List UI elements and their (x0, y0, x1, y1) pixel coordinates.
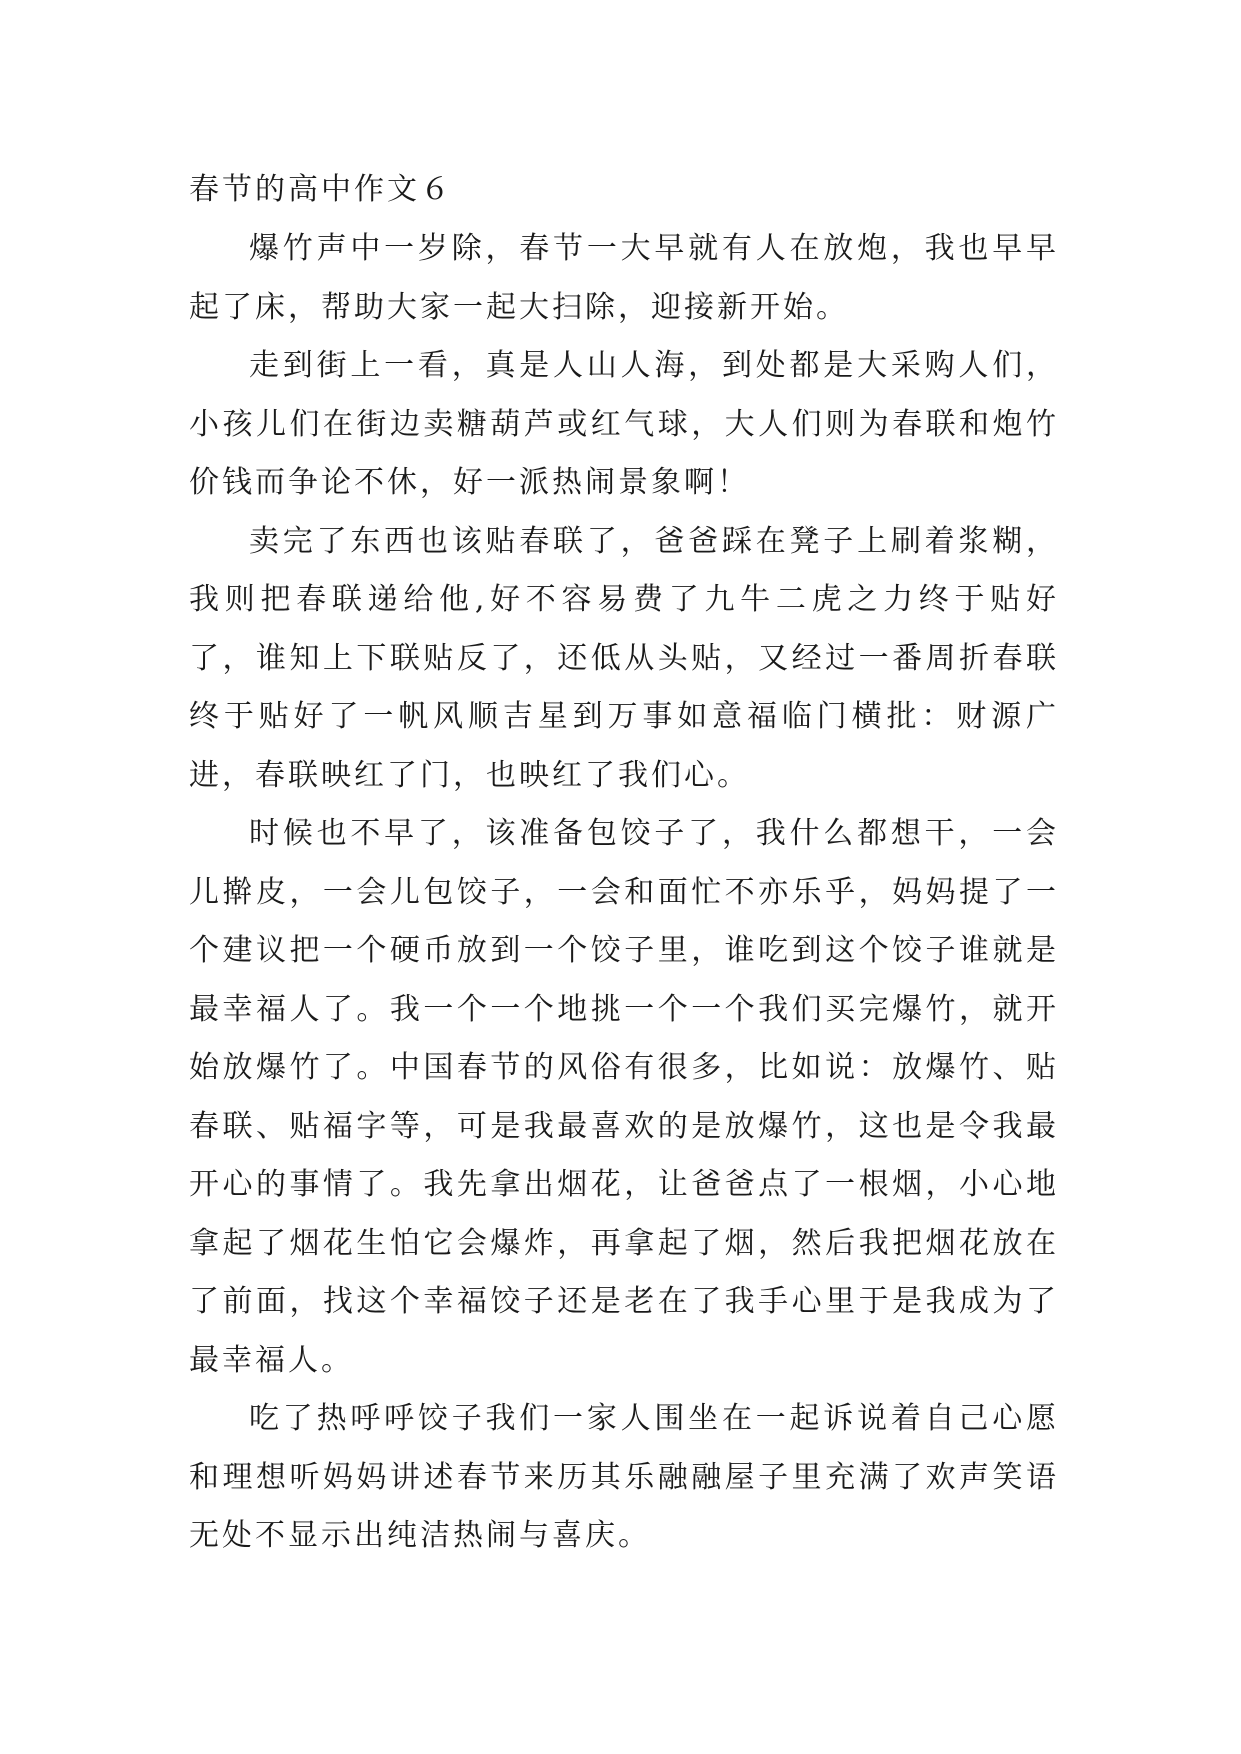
paragraph-4: 时候也不早了，该准备包饺子了，我什么都想干，一会儿擀皮，一会儿包饺子，一会和面忙不亦乐乎，妈妈提了一个建议把一个硬币放到一个饺子里，谁吃到这个饺子谁就是最幸福人了。我一个一个地挑一个一个我们买完爆竹，就开始放爆竹了。中国春节的风俗有很多，比如说：放爆竹、贴春联、贴福字等，可是我最喜欢的是放爆竹，这也是令我最开心的事情了。我先拿出烟花，让爸爸点了一根烟，小心地拿起了烟花生怕它会爆炸，再拿起了烟，然后我把烟花放在了前面，找这个幸福饺子还是老在了我手心里于是我成为了最幸福人。 (189, 816, 1059, 1378)
paragraph-1: 爆竹声中一岁除，春节一大早就有人在放炮，我也早早起了床，帮助大家一起大扫除，迎接新开始。 (189, 231, 1059, 325)
paragraph-2: 走到街上一看，真是人山人海，到处都是大采购人们，小孩儿们在街边卖糖葫芦或红气球，大人们则为春联和炮竹价钱而争论不休，好一派热闹景象啊！ (189, 348, 1059, 500)
paragraph-3: 卖完了东西也该贴春联了，爸爸踩在凳子上刷着浆糊，我则把春联递给他,好不容易费了九牛二虎之力终于贴好了，谁知上下联贴反了，还低从头贴，又经过一番周折春联终于贴好了一帆风顺吉星到万事如意福临门横批：财源广进，春联映红了门，也映红了我们心。 (189, 523, 1059, 793)
document-body (189, 160, 1059, 1566)
paragraph-5: 吃了热呼呼饺子我们一家人围坐在一起诉说着自己心愿和理想听妈妈讲述春节来历其乐融融屋子里充满了欢声笑语无处不显示出纯洁热闹与喜庆。 (189, 1401, 1059, 1553)
document-title: 春节的高中作文６ (189, 172, 453, 207)
